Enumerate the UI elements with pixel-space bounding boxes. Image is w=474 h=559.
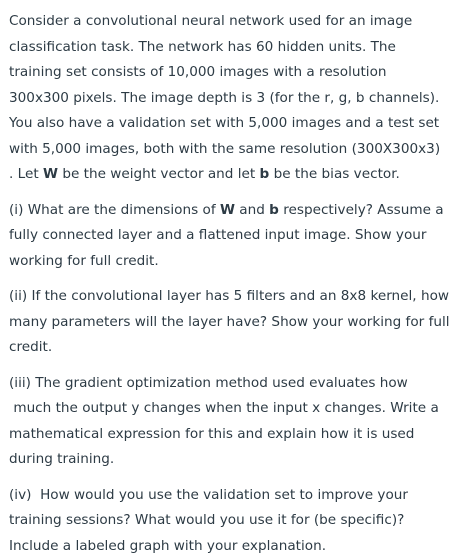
text-run: be the bias vector. bbox=[269, 166, 400, 182]
text-run: much the output y changes when the input x changes. Write a bbox=[9, 400, 439, 416]
bias-symbol: b bbox=[269, 202, 279, 218]
text-run: Consider a convolutional neural network used for an image bbox=[9, 13, 412, 29]
text-line bbox=[9, 396, 464, 422]
text-line bbox=[9, 60, 464, 86]
text-run: (ii) If the convolutional layer has 5 filters and an 8x8 kernel, how bbox=[9, 288, 449, 304]
text-line bbox=[9, 335, 464, 361]
text-run: Include a labeled graph with your explanation. bbox=[9, 538, 326, 554]
question-intro bbox=[9, 9, 464, 188]
text-run: classification task. The network has 60 hidden units. The bbox=[9, 39, 396, 55]
text-line bbox=[9, 9, 464, 35]
text-run: during training. bbox=[9, 451, 114, 467]
text-run: You also have a validation set with 5,000 images and a test set bbox=[9, 115, 439, 131]
question-part-ii bbox=[9, 284, 464, 361]
text-run: . Let bbox=[9, 166, 43, 182]
text-run: credit. bbox=[9, 339, 52, 355]
text-line bbox=[9, 35, 464, 61]
question-part-i bbox=[9, 198, 464, 275]
text-run: (i) What are the dimensions of bbox=[9, 202, 220, 218]
text-line bbox=[9, 162, 464, 188]
text-run: be the weight vector and let bbox=[58, 166, 260, 182]
text-run: working for full credit. bbox=[9, 253, 159, 269]
question-part-iii bbox=[9, 371, 464, 473]
text-line bbox=[9, 284, 464, 310]
text-line bbox=[9, 223, 464, 249]
text-run: (iii) The gradient optimization method used evaluates how bbox=[9, 375, 408, 391]
text-line bbox=[9, 483, 464, 509]
text-line bbox=[9, 422, 464, 448]
text-line bbox=[9, 447, 464, 473]
weight-symbol: W bbox=[43, 166, 58, 182]
text-run: respectively? Assume a bbox=[279, 202, 444, 218]
text-run: (iv) How would you use the validation set to improve your bbox=[9, 487, 408, 503]
text-run: mathematical expression for this and explain how it is used bbox=[9, 426, 414, 442]
text-run: with 5,000 images, both with the same resolution (300X300x3) bbox=[9, 141, 440, 157]
text-run: and bbox=[235, 202, 269, 218]
text-line bbox=[9, 198, 464, 224]
weight-symbol: W bbox=[220, 202, 235, 218]
bias-symbol: b bbox=[260, 166, 270, 182]
text-line bbox=[9, 371, 464, 397]
text-line bbox=[9, 534, 464, 559]
text-line bbox=[9, 508, 464, 534]
text-run: 300x300 pixels. The image depth is 3 (for the r, g, b channels). bbox=[9, 90, 439, 106]
text-run: training set consists of 10,000 images with a resolution bbox=[9, 64, 387, 80]
text-line bbox=[9, 86, 464, 112]
text-run: fully connected layer and a flattened input image. Show your bbox=[9, 227, 426, 243]
text-line bbox=[9, 310, 464, 336]
text-line bbox=[9, 249, 464, 275]
text-run: many parameters will the layer have? Show your working for full bbox=[9, 314, 450, 330]
text-line bbox=[9, 111, 464, 137]
text-line bbox=[9, 137, 464, 163]
text-run: training sessions? What would you use it for (be specific)? bbox=[9, 512, 404, 528]
question-part-iv bbox=[9, 483, 464, 559]
